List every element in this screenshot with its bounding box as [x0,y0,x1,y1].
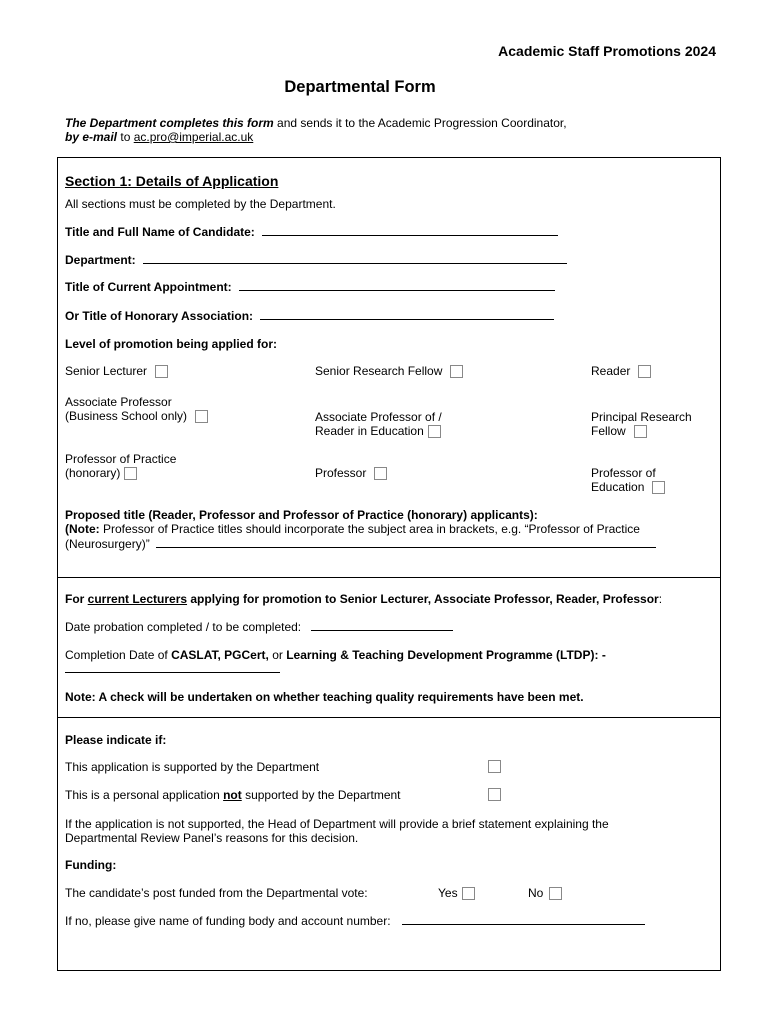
principal-research-fellow-label-line1: Principal Research [591,410,692,424]
option-associate-professor[interactable] [65,395,208,423]
level-label: Level of promotion being applied for: [65,337,277,351]
option-professor-of-education[interactable] [591,466,665,494]
senior-lecturer-label: Senior Lecturer [65,364,148,378]
principal-research-fellow-label-line2: Fellow [591,424,626,438]
proposed-title-line[interactable] [156,537,656,548]
intro-text [65,116,567,144]
intro-colon: : [658,592,663,606]
funding-label: Funding: [65,858,117,872]
section-1-note: All sections must be completed by the Department. [65,197,336,211]
associate-professor-label-line1: Associate Professor [65,395,172,409]
candidate-name-field[interactable] [65,225,558,239]
professor-label: Professor [315,466,367,480]
professor-of-education-checkbox[interactable] [652,481,665,494]
department-field[interactable] [65,253,567,267]
option-professor[interactable] [315,466,387,480]
section-1-box [57,157,721,578]
proposed-title-note [65,522,640,536]
completion-caslat: CASLAT, PGCert, [171,648,269,662]
please-indicate-label: Please indicate if: [65,733,167,747]
yes-checkbox[interactable] [462,887,475,900]
funding-body-field[interactable] [65,914,645,928]
personal-application-label [65,788,401,802]
honorary-field[interactable] [65,309,554,323]
current-lecturers-intro [65,592,662,606]
support-funding-box [57,717,721,971]
department-label: Department: [65,253,136,267]
completion-date-label [65,648,606,662]
form-title: Departmental Form [284,78,436,96]
professor-checkbox[interactable] [374,467,387,480]
associate-professor-checkbox[interactable] [195,410,208,423]
department-line[interactable] [143,253,567,264]
no-label: No [528,886,544,900]
option-senior-lecturer[interactable] [65,364,168,378]
completion-post: : - [594,648,606,662]
probation-label: Date probation completed / to be completed: [65,620,302,634]
professor-of-practice-checkbox[interactable] [124,467,137,480]
senior-lecturer-checkbox[interactable] [155,365,168,378]
personal-pre: This is a personal application [65,788,224,802]
senior-research-fellow-label: Senior Research Fellow [315,364,443,378]
probation-line[interactable] [311,620,453,631]
option-senior-research-fellow[interactable] [315,364,463,378]
supported-label: This application is supported by the Department [65,760,320,774]
associate-professor-label-line2: (Business School only) [65,409,188,423]
completion-pre: Completion Date of [65,648,172,662]
section-1-title: Section 1: Details of Application [65,173,279,189]
option-associate-professor-education[interactable] [315,410,442,438]
completion-date-field[interactable] [65,662,280,676]
yes-label: Yes [438,886,458,900]
not-supported-line1: If the application is not supported, the Head of Department will provide a brief statement explaining the [65,817,609,831]
completion-or: or [268,648,287,662]
email-link[interactable]: ac.pro@imperial.ac.uk [133,130,254,144]
option-reader[interactable] [591,364,651,378]
document-header-title: Academic Staff Promotions 2024 [498,43,716,59]
appointment-field[interactable] [65,280,555,294]
personal-not: not [223,788,242,802]
option-professor-of-practice[interactable] [65,452,176,480]
intro-applying: applying for promotion to Senior Lecturer, Associate Professor, Reader, Professor [187,592,659,606]
professor-of-practice-label-line1: Professor of Practice [65,452,177,466]
probation-field[interactable] [65,620,453,634]
associate-professor-education-checkbox[interactable] [428,425,441,438]
senior-research-fellow-checkbox[interactable] [450,365,463,378]
not-supported-statement [65,817,609,845]
note-text: Professor of Practice titles should incorporate the subject area in brackets, e.g. “Professor of Practice [99,522,640,536]
proposed-title-field[interactable] [65,537,656,551]
honorary-label: Or Title of Honorary Association: [65,309,254,323]
note-text-line2: (Neurosurgery)” [65,537,150,551]
completion-ltdp: Learning & Teaching Development Programme (LTDP) [286,648,595,662]
professor-of-education-label-line2: Education [591,480,645,494]
supported-checkbox[interactable] [488,760,501,773]
personal-post: supported by the Department [241,788,401,802]
funding-body-label: If no, please give name of funding body and account number: [65,914,391,928]
associate-professor-education-label-line1: Associate Professor of / [315,410,442,424]
funded-yes-option[interactable] [438,886,475,900]
intro-current-lecturers: current Lecturers [87,592,188,606]
appointment-label: Title of Current Appointment: [65,280,232,294]
option-principal-research-fellow[interactable] [591,410,692,438]
professor-of-practice-label-line2: (honorary) [65,466,121,480]
associate-professor-education-label-line2: Reader in Education [315,424,424,438]
professor-of-education-label-line1: Professor of [591,466,656,480]
completion-date-line[interactable] [65,662,280,673]
not-supported-line2: Departmental Review Panel’s reasons for this decision. [65,831,359,845]
candidate-name-line[interactable] [262,225,558,236]
honorary-line[interactable] [260,309,554,320]
candidate-name-label: Title and Full Name of Candidate: [65,225,255,239]
principal-research-fellow-checkbox[interactable] [634,425,647,438]
appointment-line[interactable] [239,280,555,291]
intro-bold: The Department completes this form [65,116,274,130]
intro-to: to [117,130,134,144]
funding-body-line[interactable] [402,914,645,925]
reader-label: Reader [591,364,631,378]
funded-question: The candidate’s post funded from the Departmental vote: [65,886,368,900]
intro-rest: and sends it to the Academic Progression Coordinator, [273,116,567,130]
intro-for: For [65,592,88,606]
funded-no-option[interactable] [528,886,562,900]
personal-application-checkbox[interactable] [488,788,501,801]
no-checkbox[interactable] [549,887,562,900]
proposed-title-label: Proposed title (Reader, Professor and Professor of Practice (honorary) applicants): [65,508,538,522]
reader-checkbox[interactable] [638,365,651,378]
intro-email-label: by e-mail [65,130,118,144]
note-bold: (Note: [65,522,100,536]
current-lecturers-box [57,577,721,718]
teaching-quality-note: Note: A check will be undertaken on whether teaching quality requirements have been met. [65,690,584,704]
